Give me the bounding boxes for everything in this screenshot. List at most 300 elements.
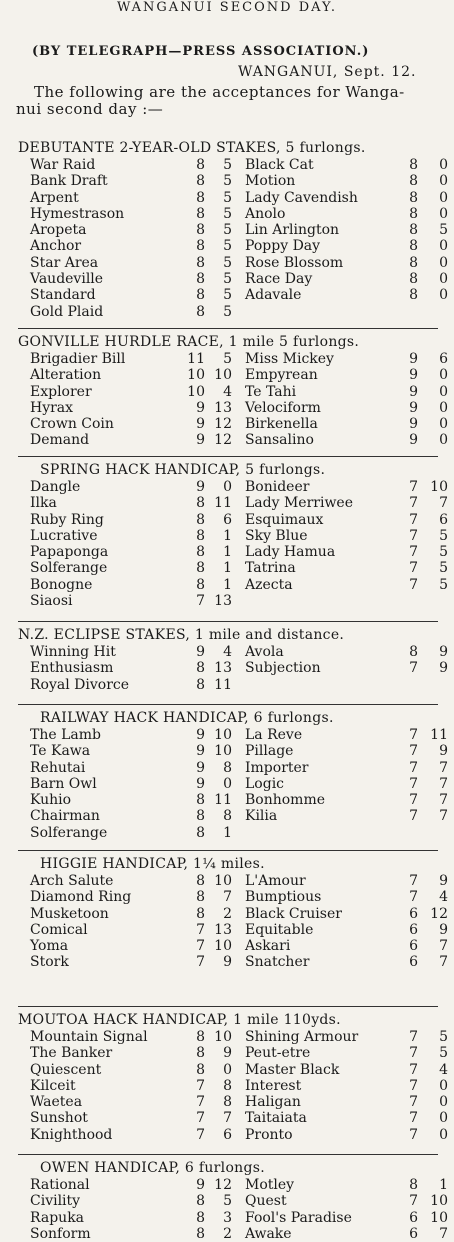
entry-row bbox=[0, 512, 454, 528]
entry-row bbox=[0, 1127, 454, 1143]
horse-name: Arpent bbox=[30, 189, 79, 206]
weight-pounds: 0 bbox=[439, 287, 448, 304]
section-divider bbox=[18, 621, 438, 622]
weight-pounds: 0 bbox=[439, 383, 448, 400]
horse-name: Birkenella bbox=[245, 416, 318, 433]
horse-name: Rose Blossom bbox=[245, 254, 344, 271]
weight-stone: 7 bbox=[196, 921, 205, 938]
weight-stone: 8 bbox=[196, 1061, 205, 1078]
horse-name: Gold Plaid bbox=[30, 303, 104, 320]
section-divider bbox=[18, 1006, 438, 1007]
weight-stone: 8 bbox=[196, 808, 205, 825]
entry-row bbox=[0, 1062, 454, 1078]
weight-stone: 9 bbox=[196, 432, 205, 449]
weight-pounds: 5 bbox=[223, 351, 232, 367]
weight-pounds: 13 bbox=[214, 921, 232, 938]
intro-line-1: The following are the acceptances for Wanga- bbox=[34, 83, 405, 101]
entry-row bbox=[0, 304, 454, 320]
weight-stone: 9 bbox=[409, 399, 418, 416]
weight-pounds: 5 bbox=[439, 544, 448, 561]
entry-row bbox=[0, 222, 454, 238]
weight-pounds: 7 bbox=[439, 1225, 448, 1242]
entry-row bbox=[0, 560, 454, 576]
weight-pounds: 1 bbox=[223, 560, 232, 577]
weight-stone: 7 bbox=[409, 1094, 418, 1111]
weight-pounds: 0 bbox=[439, 399, 448, 416]
weight-stone: 7 bbox=[409, 1029, 418, 1045]
weight-pounds: 10 bbox=[214, 938, 232, 955]
horse-name: Waetea bbox=[30, 1094, 83, 1111]
entry-row bbox=[0, 1045, 454, 1061]
weight-pounds: 5 bbox=[223, 271, 232, 288]
horse-name: Ilka bbox=[30, 495, 57, 512]
weight-pounds: 7 bbox=[223, 889, 232, 906]
weight-stone: 7 bbox=[196, 1077, 205, 1094]
weight-stone: 7 bbox=[409, 743, 418, 760]
weight-stone: 11 bbox=[187, 351, 205, 367]
page-title: WANGANUI SECOND DAY. bbox=[116, 0, 338, 15]
weight-pounds: 1 bbox=[223, 544, 232, 561]
entry-row bbox=[0, 1078, 454, 1094]
weight-stone: 8 bbox=[196, 222, 205, 239]
weight-pounds: 11 bbox=[214, 495, 232, 512]
weight-stone: 9 bbox=[196, 775, 205, 792]
weight-pounds: 2 bbox=[223, 1225, 232, 1242]
entry-row bbox=[0, 206, 454, 222]
weight-pounds: 8 bbox=[223, 808, 232, 825]
weight-pounds: 0 bbox=[439, 416, 448, 433]
weight-stone: 9 bbox=[409, 351, 418, 367]
horse-name: Chairman bbox=[30, 808, 100, 825]
weight-stone: 8 bbox=[196, 676, 205, 693]
race-section bbox=[0, 856, 454, 971]
weight-stone: 9 bbox=[196, 743, 205, 760]
weight-pounds: 10 bbox=[214, 743, 232, 760]
entry-row bbox=[0, 1193, 454, 1209]
weight-pounds: 9 bbox=[223, 1045, 232, 1062]
entry-row bbox=[0, 544, 454, 560]
weight-pounds: 0 bbox=[223, 1061, 232, 1078]
weight-stone: 7 bbox=[409, 560, 418, 577]
horse-name: Black Cruiser bbox=[245, 905, 342, 922]
weight-pounds: 8 bbox=[223, 1094, 232, 1111]
weight-stone: 7 bbox=[409, 1077, 418, 1094]
weight-pounds: 10 bbox=[430, 1193, 448, 1210]
weight-stone: 7 bbox=[409, 544, 418, 561]
race-title: OWEN HANDICAP, 6 furlongs. bbox=[40, 1160, 265, 1176]
dateline: WANGANUI, Sept. 12. bbox=[238, 64, 417, 80]
weight-pounds: 5 bbox=[223, 157, 232, 173]
entry-row bbox=[0, 190, 454, 206]
horse-name: Miss Mickey bbox=[245, 351, 334, 367]
weight-stone: 8 bbox=[409, 644, 418, 660]
weight-stone: 8 bbox=[196, 660, 205, 677]
horse-name: Kilceit bbox=[30, 1077, 76, 1094]
section-divider bbox=[18, 704, 438, 705]
race-section bbox=[0, 627, 454, 693]
weight-pounds: 0 bbox=[439, 254, 448, 271]
entry-row bbox=[0, 922, 454, 938]
weight-stone: 8 bbox=[196, 1209, 205, 1226]
weight-stone: 8 bbox=[196, 544, 205, 561]
entry-row bbox=[0, 1226, 454, 1242]
entry-row bbox=[0, 727, 454, 743]
entry-row bbox=[0, 528, 454, 544]
horse-name: Dangle bbox=[30, 479, 81, 495]
weight-pounds: 7 bbox=[223, 1110, 232, 1127]
entry-row bbox=[0, 660, 454, 676]
weight-pounds: 0 bbox=[439, 238, 448, 255]
weight-stone: 8 bbox=[196, 157, 205, 173]
weight-pounds: 6 bbox=[439, 511, 448, 528]
horse-name: La Reve bbox=[245, 727, 303, 743]
race-title: SPRING HACK HANDICAP, 5 furlongs. bbox=[40, 462, 326, 478]
horse-name: Mountain Signal bbox=[30, 1029, 148, 1045]
weight-stone: 7 bbox=[409, 1126, 418, 1143]
weight-pounds: 12 bbox=[214, 1177, 232, 1193]
entry-row bbox=[0, 271, 454, 287]
weight-pounds: 0 bbox=[439, 432, 448, 449]
horse-name: Comical bbox=[30, 921, 88, 938]
weight-pounds: 7 bbox=[439, 954, 448, 971]
horse-name: Rapuka bbox=[30, 1209, 85, 1226]
horse-name: Anchor bbox=[30, 238, 82, 255]
entry-row bbox=[0, 1177, 454, 1193]
weight-stone: 7 bbox=[409, 1110, 418, 1127]
horse-name: Kuhio bbox=[30, 792, 72, 809]
entry-row bbox=[0, 743, 454, 759]
weight-pounds: 9 bbox=[439, 660, 448, 677]
entry-row bbox=[0, 238, 454, 254]
weight-pounds: 9 bbox=[439, 921, 448, 938]
horse-name: Standard bbox=[30, 287, 96, 304]
weight-stone: 8 bbox=[409, 1177, 418, 1193]
weight-stone: 8 bbox=[409, 189, 418, 206]
weight-stone: 8 bbox=[196, 254, 205, 271]
horse-name: Taitaiata bbox=[245, 1110, 307, 1127]
byline: (BY TELEGRAPH—PRESS ASSOCIATION.) bbox=[32, 44, 370, 59]
entry-row bbox=[0, 367, 454, 383]
horse-name: Demand bbox=[30, 432, 90, 449]
horse-name: Pillage bbox=[245, 743, 294, 760]
horse-name: Azecta bbox=[245, 576, 293, 593]
weight-pounds: 0 bbox=[223, 775, 232, 792]
weight-pounds: 10 bbox=[430, 479, 448, 495]
weight-pounds: 5 bbox=[439, 1045, 448, 1062]
entry-row bbox=[0, 825, 454, 841]
horse-name: Rational bbox=[30, 1177, 90, 1193]
weight-stone: 7 bbox=[196, 1126, 205, 1143]
race-section bbox=[0, 140, 454, 320]
weight-pounds: 0 bbox=[439, 1077, 448, 1094]
entry-row bbox=[0, 255, 454, 271]
weight-pounds: 9 bbox=[439, 743, 448, 760]
weight-stone: 7 bbox=[409, 1193, 418, 1210]
weight-stone: 9 bbox=[409, 416, 418, 433]
horse-name: Ruby Ring bbox=[30, 511, 104, 528]
race-title: HIGGIE HANDICAP, 1¼ miles. bbox=[40, 856, 265, 872]
horse-name: Te Tahi bbox=[245, 383, 297, 400]
horse-name: Empyrean bbox=[245, 367, 318, 384]
horse-name: Black Cat bbox=[245, 157, 314, 173]
horse-name: Shining Armour bbox=[245, 1029, 359, 1045]
race-section bbox=[0, 1160, 454, 1242]
weight-stone: 9 bbox=[196, 727, 205, 743]
weight-pounds: 13 bbox=[214, 660, 232, 677]
weight-pounds: 5 bbox=[223, 189, 232, 206]
horse-name: Knighthood bbox=[30, 1126, 113, 1143]
intro-paragraph bbox=[16, 84, 446, 118]
weight-stone: 8 bbox=[196, 873, 205, 889]
horse-name: Diamond Ring bbox=[30, 889, 132, 906]
horse-name: Yoma bbox=[30, 938, 69, 955]
weight-pounds: 12 bbox=[214, 432, 232, 449]
weight-stone: 7 bbox=[409, 576, 418, 593]
horse-name: Fool's Paradise bbox=[245, 1209, 352, 1226]
horse-name: Esquimaux bbox=[245, 511, 324, 528]
horse-name: Quiescent bbox=[30, 1061, 102, 1078]
weight-stone: 6 bbox=[409, 921, 418, 938]
weight-pounds: 7 bbox=[439, 792, 448, 809]
entry-row bbox=[0, 889, 454, 905]
horse-name: Hymestrason bbox=[30, 205, 125, 222]
horse-name: Sonform bbox=[30, 1225, 91, 1242]
horse-name: Poppy Day bbox=[245, 238, 321, 255]
weight-pounds: 10 bbox=[214, 727, 232, 743]
weight-stone: 7 bbox=[409, 727, 418, 743]
weight-stone: 8 bbox=[196, 560, 205, 577]
horse-name: Haligan bbox=[245, 1094, 301, 1111]
weight-stone: 8 bbox=[409, 287, 418, 304]
weight-pounds: 0 bbox=[439, 1110, 448, 1127]
weight-pounds: 6 bbox=[223, 511, 232, 528]
horse-name: Lady Merriwee bbox=[245, 495, 354, 512]
weight-pounds: 9 bbox=[439, 873, 448, 889]
weight-pounds: 5 bbox=[439, 560, 448, 577]
weight-stone: 7 bbox=[409, 873, 418, 889]
entry-row bbox=[0, 1029, 454, 1045]
weight-stone: 9 bbox=[409, 432, 418, 449]
weight-stone: 9 bbox=[409, 367, 418, 384]
weight-stone: 7 bbox=[196, 954, 205, 971]
weight-stone: 6 bbox=[409, 1225, 418, 1242]
entry-row bbox=[0, 906, 454, 922]
weight-pounds: 13 bbox=[214, 399, 232, 416]
weight-pounds: 0 bbox=[439, 1094, 448, 1111]
weight-pounds: 0 bbox=[439, 173, 448, 190]
weight-stone: 8 bbox=[196, 205, 205, 222]
weight-stone: 8 bbox=[196, 189, 205, 206]
weight-pounds: 2 bbox=[223, 905, 232, 922]
weight-stone: 9 bbox=[196, 479, 205, 495]
weight-pounds: 1 bbox=[223, 824, 232, 841]
weight-stone: 8 bbox=[196, 1045, 205, 1062]
weight-pounds: 6 bbox=[223, 1126, 232, 1143]
entry-row bbox=[0, 1094, 454, 1110]
race-title: N.Z. ECLIPSE STAKES, 1 mile and distance. bbox=[18, 627, 345, 643]
horse-name: The Banker bbox=[30, 1045, 113, 1062]
weight-pounds: 7 bbox=[439, 775, 448, 792]
entry-row bbox=[0, 1210, 454, 1226]
weight-pounds: 10 bbox=[214, 367, 232, 384]
weight-stone: 8 bbox=[409, 173, 418, 190]
horse-name: Lady Cavendish bbox=[245, 189, 358, 206]
horse-name: Stork bbox=[30, 954, 69, 971]
weight-pounds: 5 bbox=[439, 527, 448, 544]
horse-name: Bonhomme bbox=[245, 792, 326, 809]
weight-pounds: 7 bbox=[439, 808, 448, 825]
weight-stone: 8 bbox=[196, 824, 205, 841]
weight-stone: 7 bbox=[409, 479, 418, 495]
weight-pounds: 8 bbox=[223, 759, 232, 776]
entry-row bbox=[0, 954, 454, 970]
entry-row bbox=[0, 760, 454, 776]
horse-name: Motion bbox=[245, 173, 296, 190]
weight-stone: 8 bbox=[196, 511, 205, 528]
weight-stone: 8 bbox=[409, 157, 418, 173]
weight-stone: 8 bbox=[196, 495, 205, 512]
entry-row bbox=[0, 495, 454, 511]
section-divider bbox=[18, 1154, 438, 1155]
entry-row bbox=[0, 384, 454, 400]
weight-stone: 7 bbox=[196, 593, 205, 610]
horse-name: Interest bbox=[245, 1077, 302, 1094]
weight-stone: 9 bbox=[196, 416, 205, 433]
weight-stone: 9 bbox=[409, 383, 418, 400]
weight-stone: 8 bbox=[196, 1193, 205, 1210]
weight-pounds: 9 bbox=[439, 644, 448, 660]
horse-name: Vaudeville bbox=[30, 271, 104, 288]
weight-pounds: 10 bbox=[214, 873, 232, 889]
weight-stone: 9 bbox=[196, 644, 205, 660]
weight-stone: 7 bbox=[409, 511, 418, 528]
horse-name: Bonogne bbox=[30, 576, 93, 593]
horse-name: Bumptious bbox=[245, 889, 322, 906]
weight-stone: 7 bbox=[409, 889, 418, 906]
entry-row bbox=[0, 577, 454, 593]
weight-stone: 8 bbox=[196, 889, 205, 906]
weight-stone: 7 bbox=[409, 1045, 418, 1062]
horse-name: Solferange bbox=[30, 560, 108, 577]
weight-pounds: 0 bbox=[439, 157, 448, 173]
weight-pounds: 0 bbox=[439, 205, 448, 222]
horse-name: Explorer bbox=[30, 383, 92, 400]
section-divider bbox=[18, 850, 438, 851]
weight-stone: 8 bbox=[196, 173, 205, 190]
horse-name: Motley bbox=[245, 1177, 295, 1193]
entry-row bbox=[0, 479, 454, 495]
entry-row bbox=[0, 776, 454, 792]
weight-pounds: 4 bbox=[439, 889, 448, 906]
horse-name: Hyrax bbox=[30, 399, 74, 416]
weight-pounds: 5 bbox=[223, 222, 232, 239]
weight-stone: 7 bbox=[196, 1094, 205, 1111]
horse-name: Siaosi bbox=[30, 593, 73, 610]
weight-pounds: 4 bbox=[439, 1061, 448, 1078]
race-title: RAILWAY HACK HANDICAP, 6 furlongs. bbox=[40, 710, 334, 726]
weight-pounds: 6 bbox=[439, 351, 448, 367]
weight-pounds: 5 bbox=[439, 222, 448, 239]
horse-name: Awake bbox=[245, 1225, 292, 1242]
weight-pounds: 5 bbox=[223, 303, 232, 320]
weight-stone: 7 bbox=[196, 938, 205, 955]
horse-name: Logic bbox=[245, 775, 285, 792]
horse-name: Askari bbox=[245, 938, 291, 955]
horse-name: Crown Coin bbox=[30, 416, 114, 433]
weight-pounds: 0 bbox=[439, 271, 448, 288]
weight-pounds: 10 bbox=[430, 1209, 448, 1226]
weight-stone: 9 bbox=[196, 399, 205, 416]
weight-pounds: 9 bbox=[223, 954, 232, 971]
weight-pounds: 12 bbox=[430, 905, 448, 922]
horse-name: Solferange bbox=[30, 824, 108, 841]
weight-pounds: 1 bbox=[223, 576, 232, 593]
horse-name: Race Day bbox=[245, 271, 313, 288]
weight-stone: 8 bbox=[196, 238, 205, 255]
entry-row bbox=[0, 173, 454, 189]
horse-name: Quest bbox=[245, 1193, 287, 1210]
horse-name: Musketoon bbox=[30, 905, 109, 922]
weight-stone: 8 bbox=[196, 905, 205, 922]
weight-pounds: 5 bbox=[223, 238, 232, 255]
weight-stone: 9 bbox=[196, 1177, 205, 1193]
horse-name: Pronto bbox=[245, 1126, 293, 1143]
weight-pounds: 0 bbox=[439, 367, 448, 384]
weight-stone: 6 bbox=[409, 1209, 418, 1226]
weight-stone: 8 bbox=[196, 527, 205, 544]
entry-row bbox=[0, 593, 454, 609]
weight-stone: 10 bbox=[187, 383, 205, 400]
horse-name: Enthusiasm bbox=[30, 660, 114, 677]
horse-name: Avola bbox=[245, 644, 284, 660]
horse-name: Bank Draft bbox=[30, 173, 108, 190]
entry-row bbox=[0, 416, 454, 432]
weight-pounds: 5 bbox=[223, 287, 232, 304]
horse-name: Peut-etre bbox=[245, 1045, 311, 1062]
race-title: DEBUTANTE 2-YEAR-OLD STAKES, 5 furlongs. bbox=[18, 140, 366, 156]
horse-name: Sky Blue bbox=[245, 527, 308, 544]
horse-name: Star Area bbox=[30, 254, 99, 271]
weight-pounds: 7 bbox=[439, 759, 448, 776]
weight-pounds: 0 bbox=[439, 189, 448, 206]
horse-name: Equitable bbox=[245, 921, 314, 938]
weight-pounds: 11 bbox=[430, 727, 448, 743]
horse-name: Snatcher bbox=[245, 954, 310, 971]
horse-name: Anolo bbox=[245, 205, 286, 222]
weight-stone: 8 bbox=[409, 222, 418, 239]
entry-row bbox=[0, 1110, 454, 1126]
weight-stone: 7 bbox=[409, 759, 418, 776]
weight-stone: 7 bbox=[409, 792, 418, 809]
horse-name: Brigadier Bill bbox=[30, 351, 126, 367]
weight-stone: 7 bbox=[409, 808, 418, 825]
weight-stone: 8 bbox=[196, 287, 205, 304]
weight-pounds: 1 bbox=[439, 1177, 448, 1193]
weight-stone: 6 bbox=[409, 938, 418, 955]
weight-stone: 7 bbox=[409, 527, 418, 544]
weight-stone: 7 bbox=[409, 1061, 418, 1078]
weight-stone: 8 bbox=[196, 1029, 205, 1045]
race-section bbox=[0, 710, 454, 841]
horse-name: Aropeta bbox=[30, 222, 87, 239]
weight-stone: 6 bbox=[409, 954, 418, 971]
horse-name: Lin Arlington bbox=[245, 222, 340, 239]
horse-name: Tatrina bbox=[245, 560, 296, 577]
weight-stone: 8 bbox=[409, 254, 418, 271]
horse-name: Subjection bbox=[245, 660, 321, 677]
horse-name: Bonideer bbox=[245, 479, 310, 495]
horse-name: War Raid bbox=[30, 157, 96, 173]
